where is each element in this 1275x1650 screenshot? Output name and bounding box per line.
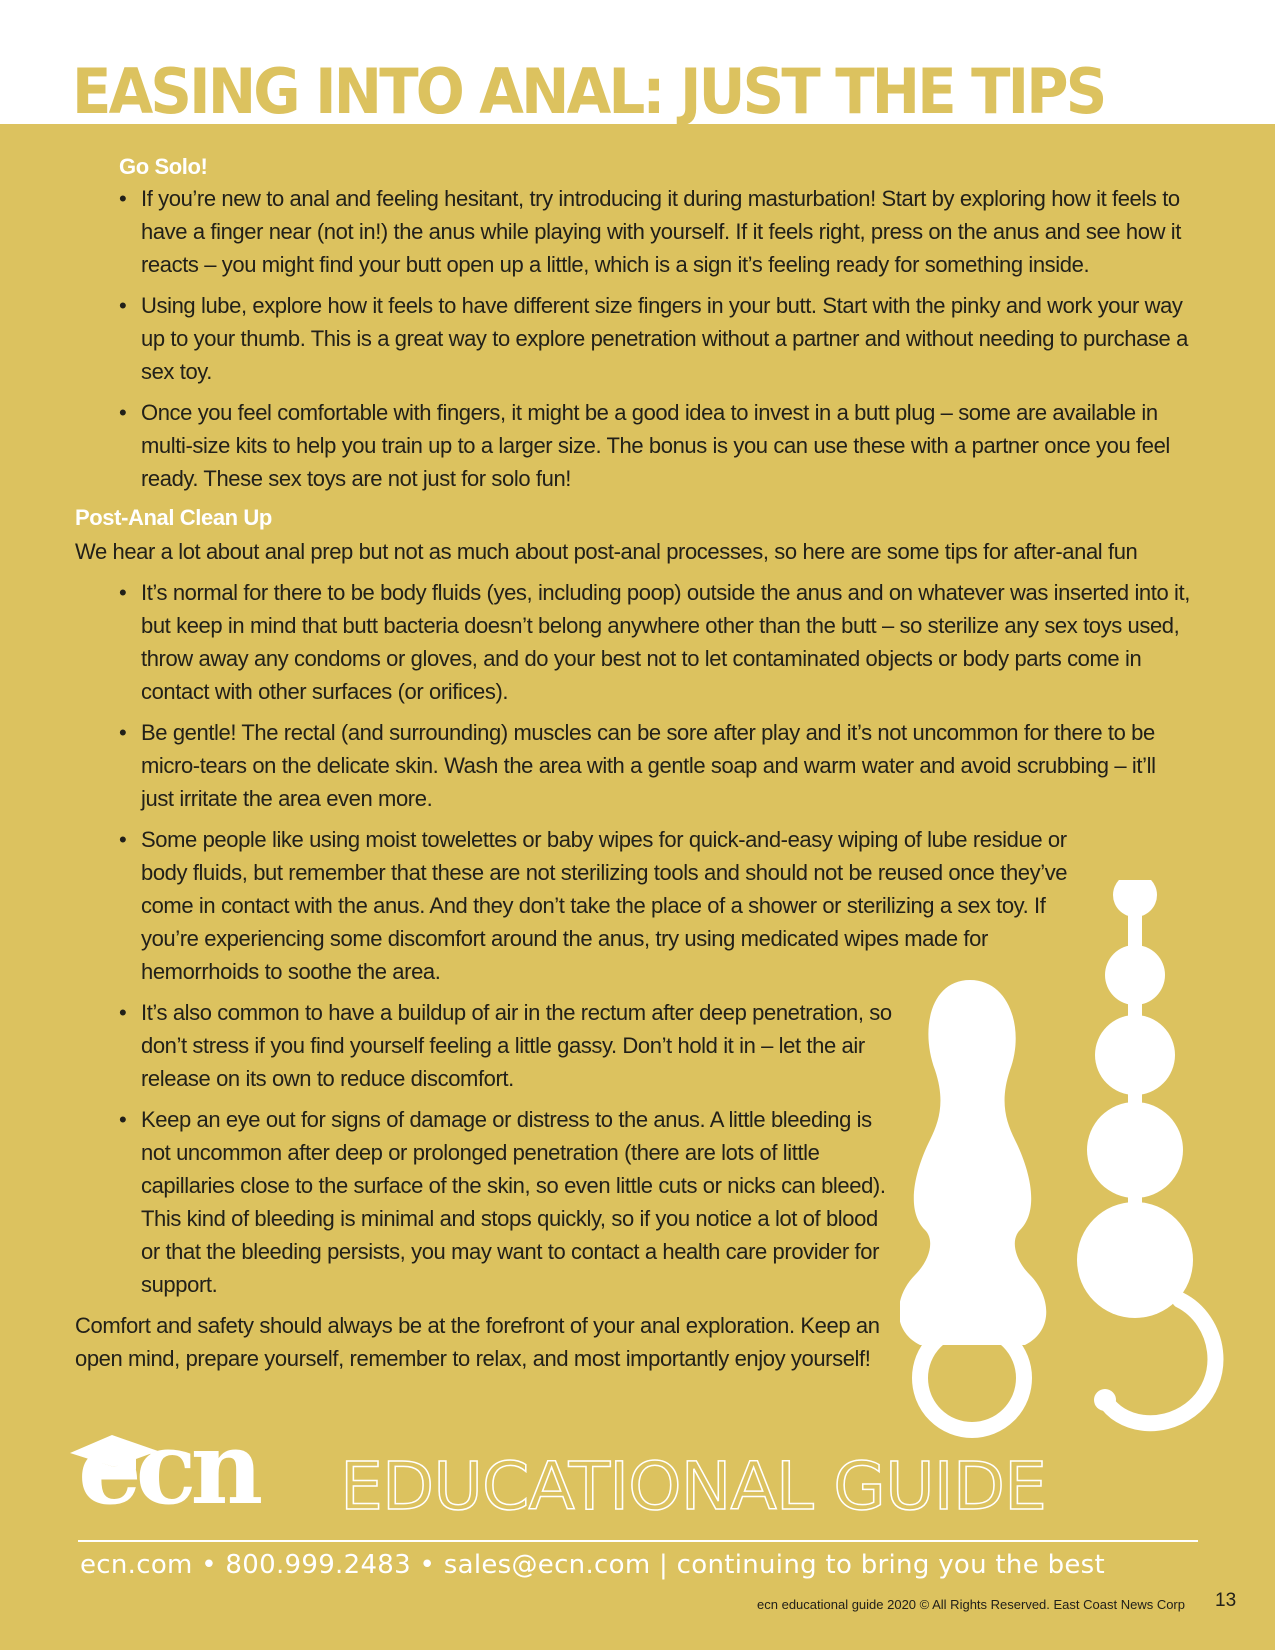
closing-paragraph: Comfort and safety should always be at the forefront of your anal exploration. Keep an open mind, prepare yourself, remember to relax, and most importantly enjoy yourself! — [75, 1313, 880, 1371]
ecn-logo: ecn — [78, 1409, 258, 1527]
list-item: • If you’re new to anal and feeling hesitant, try introducing it during masturbation! Start by exploring how it feels to have a finger near (not in!) the anus while playing with yourself. If it feels right, press on the anus and see how it reacts – you might find your butt open up a little, which is a sign it’s feeling ready for something inside. — [119, 182, 1191, 281]
butt-plug-icon — [900, 980, 1046, 1430]
go-solo-list — [75, 182, 1205, 495]
contact-line: ecn.com • 800.999.2483 • sales@ecn.com | continuing to bring you the best — [80, 1550, 1106, 1580]
list-item: • Using lube, explore how it feels to have different size fingers in your butt. Start with the pinky and work your way up to your thumb. This is a great way to explore penetration without a partner and without needing to purchase a sex toy. — [119, 289, 1191, 388]
list-item: • It’s normal for there to be body fluids (yes, including poop) outside the anus and on whatever was inserted into it, but keep in mind that butt bacteria doesn’t belong anywhere other than the butt – so sterilize any sex toys used, throw away any condoms or gloves, and do your best not to let contaminated objects or body parts come in contact with other surfaces (or orifices). — [119, 576, 1191, 708]
list-item: • It’s also common to have a buildup of air in the rectum after deep penetration, so don’t stress if you find yourself feeling a little gassy. Don’t hold it in – let the air release on its own to reduce discomfort. — [119, 996, 931, 1095]
list-item: • Once you feel comfortable with fingers, it might be a good idea to invest in a butt plug – some are available in multi-size kits to help you train up to a larger size. The bonus is you can use these with a partner once you feel ready. These sex toys are not just for solo fun! — [119, 396, 1191, 495]
section-heading-go-solo: Go Solo! — [119, 154, 208, 179]
anal-beads-icon — [1077, 880, 1215, 1423]
section-heading-clean-up: Post-Anal Clean Up — [75, 505, 272, 530]
clean-up-intro: We hear a lot about anal prep but not as much about post-anal processes, so here are some tips for after-anal fun — [75, 539, 1138, 564]
copyright-notice: ecn educational guide 2020 © All Rights Reserved. East Coast News Corp — [757, 1597, 1185, 1612]
footer-divider — [78, 1540, 1198, 1542]
list-item: • Some people like using moist towelettes or baby wipes for quick-and-easy wiping of lube residue or body fluids, but remember that these are not sterilizing tools and should not be reused once they’ve come in contact with the anus. And they don’t take the place of a shower or sterilizing a sex toy. If you’re experiencing some discomfort around the anus, try using medicated wipes made for hemorrhoids to soothe the area. — [119, 823, 1071, 988]
page-number: 13 — [1215, 1590, 1237, 1611]
educational-guide-banner: EDUCATIONAL GUIDE — [340, 1448, 1046, 1525]
page-title: EASING INTO ANAL: JUST THE TIPS — [72, 55, 1105, 128]
list-item: • Keep an eye out for signs of damage or distress to the anus. A little bleeding is not uncommon after deep or prolonged penetration (there are lots of little capillaries close to the surface of the skin, so even little cuts or nicks can bleed). This kind of bleeding is minimal and stops quickly, so if you notice a lot of blood or that the bleeding persists, you may want to contact a health care provider for support. — [119, 1103, 901, 1301]
list-item: • Be gentle! The rectal (and surrounding) muscles can be sore after play and it’s not uncommon for there to be micro-tears on the delicate skin. Wash the area with a gentle soap and warm water and avoid scrubbing – it’ll just irritate the area even more. — [119, 716, 1191, 815]
toy-silhouettes-illustration — [900, 880, 1240, 1440]
